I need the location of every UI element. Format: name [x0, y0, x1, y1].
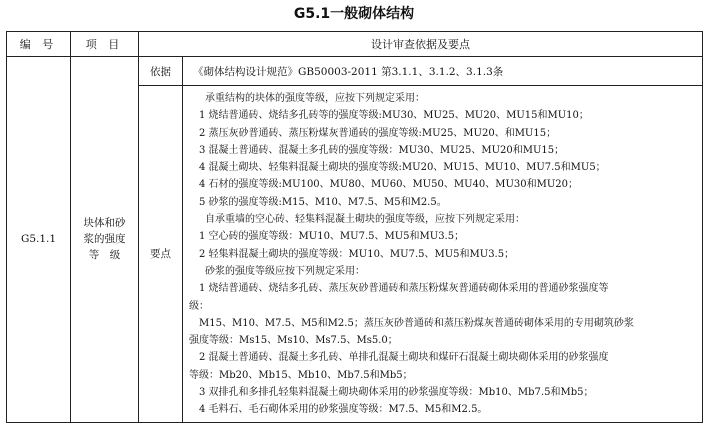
basis-text: 《砌体结构设计规范》GB50003-2011 第3.1.1、3.1.2、3.1.3条	[183, 57, 703, 86]
points-label: 要点	[139, 86, 183, 423]
point-line: 1 烧结普通砖、烧结多孔砖、蒸压灰砂普通砖和蒸压粉煤灰普通砖砌体采用的普通砂浆强度等	[199, 283, 609, 295]
item-line: 块体和砂	[83, 217, 126, 230]
header-basis: 设计审查依据及要点	[139, 32, 703, 57]
point-line: 砂浆的强度等级应按下列规定采用：	[205, 265, 365, 277]
point-line: 3 混凝土普通砖、混凝土多孔砖的强度等级：MU30、MU25、MU20和MU15；	[199, 144, 565, 156]
point-line: 2 蒸压灰砂普通砖、蒸压粉煤灰普通砖的强度等级:MU25、MU20、和MU15；	[199, 127, 557, 139]
point-line: 承重结构的块体的强度等级，应按下列规定采用：	[205, 93, 425, 104]
point-line: 3 双排孔和多排孔轻集料混凝土砌块砌体采用的砂浆强度等级：Mb10、Mb7.5和Mb5；	[199, 387, 594, 399]
point-line: 2 轻集料混凝土砌块的强度等级：MU10、MU7.5、MU5和MU3.5；	[199, 248, 515, 260]
point-line: 等级：Mb20、Mb15、Mb10、Mb7.5和Mb5；	[189, 369, 413, 381]
point-line: 自承重墙的空心砖、轻集料混凝土砌块的强度等级，应按下列规定采用：	[205, 214, 525, 226]
point-line: 4 混凝土砌块、轻集料混凝土砌块的强度等级:MU20、MU15、MU10、MU7.5和MU5；	[199, 162, 606, 174]
point-line: 2 混凝土普通砖、混凝土多孔砖、单排孔混凝土砌块和煤矸石混凝土砌块砌体采用的砂浆强度	[199, 352, 609, 364]
table-row	[7, 57, 703, 86]
row-item	[71, 57, 139, 423]
row-code: G5.1.1	[7, 57, 71, 423]
point-line: 级：	[189, 300, 209, 312]
document-title: G5.1一般砌体结构	[293, 6, 415, 22]
point-line: 5 砂浆的强度等级:M15、M10、M7.5、M5和M2.5。	[199, 196, 447, 208]
point-line: M15、M10、M7.5、M5和M2.5；蒸压灰砂普通砖和蒸压粉煤灰普通砖砌体采用的专用砌筑砂浆	[199, 317, 634, 329]
review-table	[6, 31, 703, 423]
basis-label: 依据	[139, 57, 183, 86]
point-line: 4 石材的强度等级:MU100、MU80、MU60、MU50、MU40、MU30和MU20；	[199, 179, 579, 191]
header-row	[7, 32, 703, 57]
item-line: 等 级	[88, 249, 121, 262]
point-line: 4 毛料石、毛石砌体采用的砂浆强度等级：M7.5、M5和M2.5。	[199, 404, 488, 416]
point-line: 1 烧结普通砖、烧结多孔砖等的强度等级:MU30、MU25、MU20、MU15和MU10；	[199, 110, 589, 122]
item-line: 浆的强度	[83, 233, 126, 246]
point-line: 强度等级：Ms15、Ms10、Ms7.5、Ms5.0；	[189, 335, 398, 347]
header-number: 编 号	[7, 32, 71, 57]
header-item: 项 目	[71, 32, 139, 57]
point-line: 1 空心砖的强度等级：MU10、MU7.5、MU5和MU3.5；	[199, 231, 465, 243]
points-content	[183, 86, 703, 423]
